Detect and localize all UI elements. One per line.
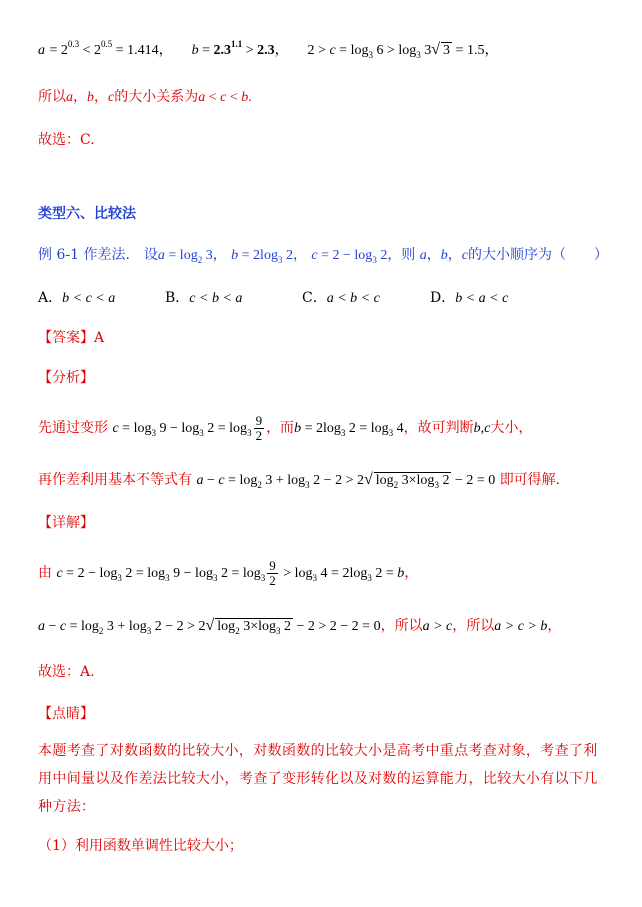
answer-choice-1: 故选：C. <box>38 132 95 148</box>
comment-text: 本题考查了对数函数的比较大小，对数函数的比较大小是高考中重点考查对象，考查了利用中间量以及作差法比较大小，考查了变形转化以及对数的运算能力，比较大小有以下几种方法： <box>38 743 598 815</box>
detail-line-2: $a - c = \log_2 3 + \log_3 2 - 2 > 2√$ $\log_2 3\times\log_3$ 2 − 2 > 2 − 2 = 0，所以a > c，所以a > c > b， <box>38 617 562 636</box>
option-a[interactable]: A．b < c < a <box>38 290 116 306</box>
detail-line-1: 由 $c = 2 - \log_3 2 = \log_3 9 - \log_3 2 = \log_3$ $\frac{9}{2}$ > $\log_3 4 = 2\log_3$ 2 = b， <box>38 558 419 589</box>
analysis-line-2: 再作差利用基本不等式有 $a - c = \log_2 3 + \log_3 2 - 2 > 2√$ $\log_2 3\times\log_3$ 2 − 2 = 0 即可得解. <box>38 471 561 490</box>
detail-header: 【详解】 <box>38 515 94 531</box>
answer-choice-2: 故选：A. <box>38 664 95 680</box>
option-c[interactable]: C．a < b < c <box>302 290 380 306</box>
solution-line-1: $a = 2^{0.3} < 2^{0.5} = 1.414$， $b = 2.3^{1.1} > 2.3$， $2 > c = \log_3 6 > \log_3 3√$ 3 = 1.5， <box>38 39 499 60</box>
conclusion-1: 所以a，b，c的大小关系为a < c < b. <box>38 89 252 105</box>
analysis-line-1: 先通过变形 $c = \log_3 9 - \log_3 2 = \log_3$ $\frac{9}{2}$ ，而$b = 2\log_3$ $2 = \log_3 4$，故可判断b,c大小， <box>38 413 533 444</box>
expr-a: a <box>38 43 45 58</box>
option-d[interactable]: D．b < a < c <box>430 290 509 306</box>
analysis-header: 【分析】 <box>38 370 94 386</box>
example-label: 例 6-1 作差法． <box>38 247 140 263</box>
options-row <box>38 288 622 308</box>
list-item-1: （1）利用函数单调性比较大小； <box>38 838 243 854</box>
section-title: 类型六、比较法 <box>38 206 136 222</box>
option-b[interactable]: B．c < b < a <box>165 290 243 306</box>
example-stem: 例 6-1 作差法． 设$a = \log_2 3$， $b = 2\log_3$ 2， $c = 2 - \log_3 2$，则 a，b，c的大小顺序为（ ） <box>38 247 608 265</box>
answer-header: 【答案】A <box>38 330 105 346</box>
comment-header: 【点睛】 <box>38 706 94 722</box>
